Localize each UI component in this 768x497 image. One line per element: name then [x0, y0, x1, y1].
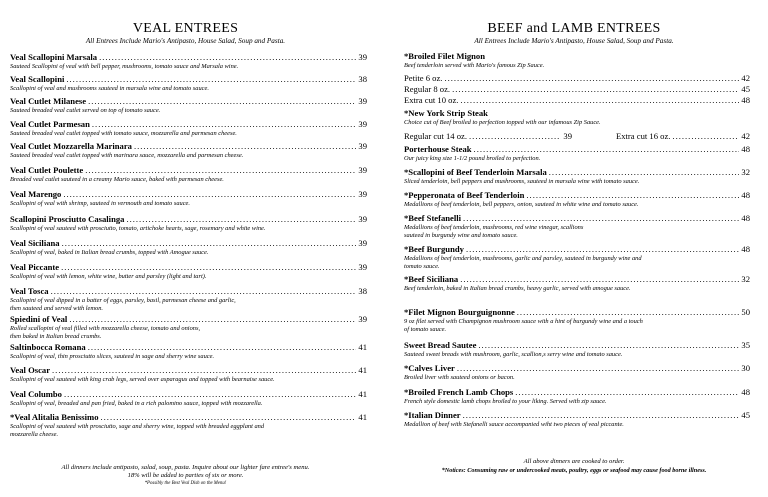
menu-item [10, 412, 367, 422]
menu-item-description: Scallopini of veal with shrimp, sauteed in vermouth and tomato sauce. [10, 200, 190, 207]
dot-leader [61, 262, 356, 272]
menu-item-name: Veal Oscar [10, 365, 51, 375]
menu-item-description: Scallopini of veal, thin prosciutto slices, sauteed in sage and sherry wine sauce. [10, 353, 215, 360]
dot-leader [126, 214, 356, 224]
menu-item-name: Veal Piccante [10, 262, 60, 272]
dot-leader [85, 165, 356, 175]
size-price: 45 [741, 84, 750, 94]
menu-item-price: 35 [741, 340, 750, 350]
size-row [616, 131, 750, 141]
menu-item-description: Scallopini of veal sauteed with prosciutto, sage and sherry wine, topped with breaded eggplant and [10, 423, 265, 430]
size-price: 48 [741, 95, 750, 105]
menu-item-price: 48 [741, 190, 750, 200]
dot-leader [526, 190, 739, 200]
menu-item-name: *Filet Mignon Bourguignonne [404, 307, 515, 317]
size-label: Extra cut 16 oz. [616, 131, 671, 141]
menu-item [404, 144, 750, 154]
menu-item-price: 32 [741, 274, 750, 284]
menu-item-description: tomato sauce. [404, 263, 440, 270]
menu-item-name: Porterhouse Steak [404, 144, 472, 154]
menu-item [404, 167, 750, 177]
dot-leader [52, 365, 356, 375]
menu-item-description: Medallions of beef tenderloin, bell peppers, onion, sauteed in white wine and tomato sauce. [404, 201, 639, 208]
beef-title: BEEF and LAMB ENTREES [487, 21, 661, 36]
size-label: Regular 8 oz. [404, 84, 451, 94]
dot-leader [88, 342, 357, 352]
menu-item-description: Scallopini of veal with lemon, white wine, butter and parsley (light and tart). [10, 273, 207, 280]
menu-item-name: Veal Marengo [10, 189, 62, 199]
menu-item-name: Saltinbocca Romana [10, 342, 86, 352]
size-price: 42 [741, 73, 750, 83]
menu-item-name: Veal Columbo [10, 389, 62, 399]
dot-leader [66, 74, 356, 84]
menu-item-name: *Beef Burgundy [404, 244, 464, 254]
menu-item [404, 244, 750, 254]
dot-leader [478, 340, 739, 350]
menu-item [10, 286, 367, 296]
menu-item-name: *Beef Siciliana [404, 274, 459, 284]
dot-leader [549, 167, 740, 177]
menu-item-description: Scallopini of veal dipped in a batter of eggs, parsley, basil, parmesan cheese and garlic, [10, 297, 236, 304]
size-label: Extra cut 10 oz. [404, 95, 459, 105]
size-row [404, 84, 750, 94]
dot-leader [69, 314, 356, 324]
menu-item [10, 74, 367, 84]
menu-item-description: Sauteed Scallopini of veal with bell pepper, mushrooms, tomato sauce and Marsala wine. [10, 63, 239, 70]
health-notice: *Notices: Consuming raw or undercooked meats, poultry, eggs or seafood may cause food borne illness. [441, 467, 707, 474]
menu-item [10, 119, 367, 129]
menu-item-name: *Veal Alitalia Benissimo [10, 412, 99, 422]
menu-item-description: Medallion of beef with Stefanelli sauce accompanied wiht two pieces of veal piccante. [404, 421, 624, 428]
menu-item-name: *New York Strip Steak [404, 108, 488, 118]
size-label: Petite 6 oz. [404, 73, 443, 83]
size-price: 42 [741, 131, 750, 141]
menu-item-name: *Scallopini of Beef Tenderloin Marsala [404, 167, 547, 177]
menu-item-description: Breaded veal cutlet sauteed in a creamy Mario sauce, baked with parmesan cheese. [10, 176, 224, 183]
dot-leader [463, 213, 739, 223]
menu-item-name: Veal Tosca [10, 286, 49, 296]
dot-leader [99, 52, 356, 62]
menu-item-name: *Beef Stefanelli [404, 213, 462, 223]
dot-leader [460, 274, 739, 284]
size-row [404, 95, 750, 105]
menu-item [404, 213, 750, 223]
menu-item-price: 39 [358, 214, 367, 224]
menu-item-description: Scallopini of veal sauteed with king crab legs, served over asparagus and topped with bearnaise sauce. [10, 376, 275, 383]
menu-item [10, 214, 367, 224]
menu-item [10, 342, 367, 352]
menu-item-description: Scallopini of veal and mushrooms sauteed in marsala wine and tomato sauce. [10, 85, 209, 92]
dot-leader [92, 119, 357, 129]
menu-item [404, 274, 750, 284]
dot-leader [51, 286, 357, 296]
menu-item-description: sauteed in burgundy wine and tomato sauce. [404, 232, 518, 239]
menu-item-price: 50 [741, 307, 750, 317]
size-row [404, 73, 750, 83]
menu-item-description: then sauteed and served with lemon. [10, 305, 104, 312]
menu-item [10, 141, 367, 151]
menu-item-price: 48 [741, 144, 750, 154]
menu-item-description: Sauteed breaded veal cutlet topped with tomato sauce, mozzarella and parmesan cheese. [10, 130, 237, 137]
menu-item-description: Sauteed breaded veal cutlet served on top of tomato sauce. [10, 107, 161, 114]
menu-item [10, 96, 367, 106]
menu-item-description: Rolled scallopini of veal filled with mozzarella cheese, tomato and onions, [10, 325, 201, 332]
menu-item-description: Sliced tenderloin, bell peppers and mushrooms, sauteed in marsala wine with tomato sauce. [404, 178, 640, 185]
menu-item [10, 238, 367, 248]
menu-item-name: *Broiled French Lamb Chops [404, 387, 514, 397]
menu-item [10, 365, 367, 375]
dot-leader [463, 410, 740, 420]
menu-item-name: *Calves Liver [404, 363, 455, 373]
menu-item-description: Scallopini of veal sauteed with prosciutto, tomato, artichoke hearts, sage, rosemary and white wine. [10, 225, 266, 232]
menu-item-description: Medallions of beef tenderloin, mushrooms, red wine vinegar, scallions [404, 224, 584, 231]
menu-item-description: of tomato sauce. [404, 326, 447, 333]
veal-footnote: *Possibly the Best Veal Dish on the Menu! [144, 481, 227, 486]
menu-item-price: 45 [741, 410, 750, 420]
menu-item-name: Veal Scallopini Marsala [10, 52, 98, 62]
dot-leader [517, 307, 740, 317]
veal-footer [4, 464, 367, 480]
menu-item-price: 39 [358, 119, 367, 129]
menu-item-price: 39 [358, 141, 367, 151]
menu-item-description: French style domestic lamb chops broiled to your liking. Served with zip sauce. [404, 398, 607, 405]
beef-subtitle: All Entrees Include Mario's Antipasto, House Salad, Soup and Pasta. [474, 37, 674, 45]
menu-item-name: Scallopini Prosciutto Casalinga [10, 214, 125, 224]
dot-leader [88, 96, 356, 106]
menu-item-name: Veal Cutlet Mozzarella Marinara [10, 141, 132, 151]
menu-item-price: 38 [358, 286, 367, 296]
size-price: 39 [563, 131, 572, 141]
dot-leader [474, 144, 740, 154]
menu-item [404, 307, 750, 317]
menu-item-price: 39 [358, 96, 367, 106]
menu-item-price: 39 [358, 52, 367, 62]
menu-item-name: Veal Siciliana [10, 238, 60, 248]
menu-item-name: Spiedini of Veal [10, 314, 68, 324]
dot-leader [64, 389, 356, 399]
menu-item-price: 30 [741, 363, 750, 373]
menu-item-name: *Italian Dinner [404, 410, 461, 420]
dot-leader [515, 387, 739, 397]
menu-item-price: 48 [741, 387, 750, 397]
menu-item-description: Beef tenderloin, baked in Italian bread crumbs, heavy garlic, served with amogue sauce. [404, 285, 631, 292]
dot-leader [457, 363, 740, 373]
menu-item-price: 39 [358, 165, 367, 175]
menu-item-description: Sauteed sweet breads with mushroom, garlic, scallion,s serry wine and tomato sauce. [404, 351, 623, 358]
menu-item-price: 41 [358, 412, 367, 422]
menu-item-name: Sweet Bread Sautee [404, 340, 477, 350]
menu-item [404, 190, 750, 200]
menu-item-price: 39 [358, 262, 367, 272]
menu-item [10, 262, 367, 272]
menu-item-name: *Broiled Filet Mignon [404, 51, 486, 61]
veal-title: VEAL ENTREES [132, 21, 239, 36]
size-label: Regular cut 14 oz. [404, 131, 468, 141]
menu-item-name: Veal Cutlet Milanese [10, 96, 87, 106]
menu-item-price: 48 [741, 213, 750, 223]
beef-footer: All above dinners are cooked to order. [523, 458, 625, 465]
menu-item-price: 39 [358, 189, 367, 199]
dot-leader [101, 412, 357, 422]
menu-item [10, 52, 367, 62]
menu-item-price: 32 [741, 167, 750, 177]
menu-item-name: Veal Scallopini [10, 74, 65, 84]
menu-item [404, 340, 750, 350]
menu-item-price: 39 [358, 238, 367, 248]
size-row [404, 131, 572, 141]
veal-footer-line: All dinners include antipasto, salad, soup, pasta. Inquire about our lighter fare entree's menu. [61, 464, 310, 471]
menu-item [10, 189, 367, 199]
menu-item-description: mozzarella cheese. [10, 431, 59, 438]
dot-leader [466, 244, 739, 254]
menu-item-price: 41 [358, 389, 367, 399]
menu-item [404, 387, 750, 397]
menu-item-description: Sauteed breaded veal cutlet topped with marinara sauce, mozzarella and parmesan cheese. [10, 152, 244, 159]
menu-item-price: 41 [358, 365, 367, 375]
menu-item-description: Scallopini of veal, baked in Italian bread crumbs, topped with Amogue sauce. [10, 249, 209, 256]
menu-item-name: Veal Cutlet Parmesan [10, 119, 90, 129]
menu-item-price: 48 [741, 244, 750, 254]
dot-leader [62, 238, 357, 248]
menu-item-description: Our juicy king size 1-1/2 pound broiled to perfection. [404, 155, 541, 162]
menu-item [10, 314, 367, 324]
menu-item [404, 410, 750, 420]
menu-item-description: Broiled liver with sauteed onions or bacon. [404, 374, 515, 381]
menu-item-price: 41 [358, 342, 367, 352]
menu-item-description: Scallopini of veal, breaded and pan fried, baked in a rich palomino sauce, topped with mozzarella. [10, 400, 263, 407]
menu-item-description: Medallions of beef tenderloin, mushrooms, garlic and parsley, sauteed in burgundy wine and [404, 255, 642, 262]
menu-item [404, 363, 750, 373]
menu-item-description: 9 oz filet served with Champignon mushroom sauce with a hint of burgundy wine and a touch [404, 318, 643, 325]
menu-item-name: *Pepperonata of Beef Tenderloin [404, 190, 525, 200]
menu-item [10, 165, 367, 175]
menu-item-description: Choice cut of Beef broiled to perfection topped with our infamous Zip Sauce. [404, 119, 601, 126]
menu-item-price: 39 [358, 314, 367, 324]
menu-item-name: Veal Cutlet Poulette [10, 165, 84, 175]
dot-leader [134, 141, 356, 151]
veal-footer-line: 18% will be added to parties of six or more. [127, 472, 244, 479]
menu-item-price: 38 [358, 74, 367, 84]
menu-item [10, 389, 367, 399]
menu-item-description: then baked in Italian bread crumbs. [10, 333, 102, 340]
veal-subtitle: All Entrees Include Mario's Antipasto, House Salad, Soup and Pasta. [85, 37, 286, 45]
dot-leader [63, 189, 356, 199]
menu-item-description: Beef tenderloin served with Mario's famous Zip Sauce. [404, 62, 545, 69]
